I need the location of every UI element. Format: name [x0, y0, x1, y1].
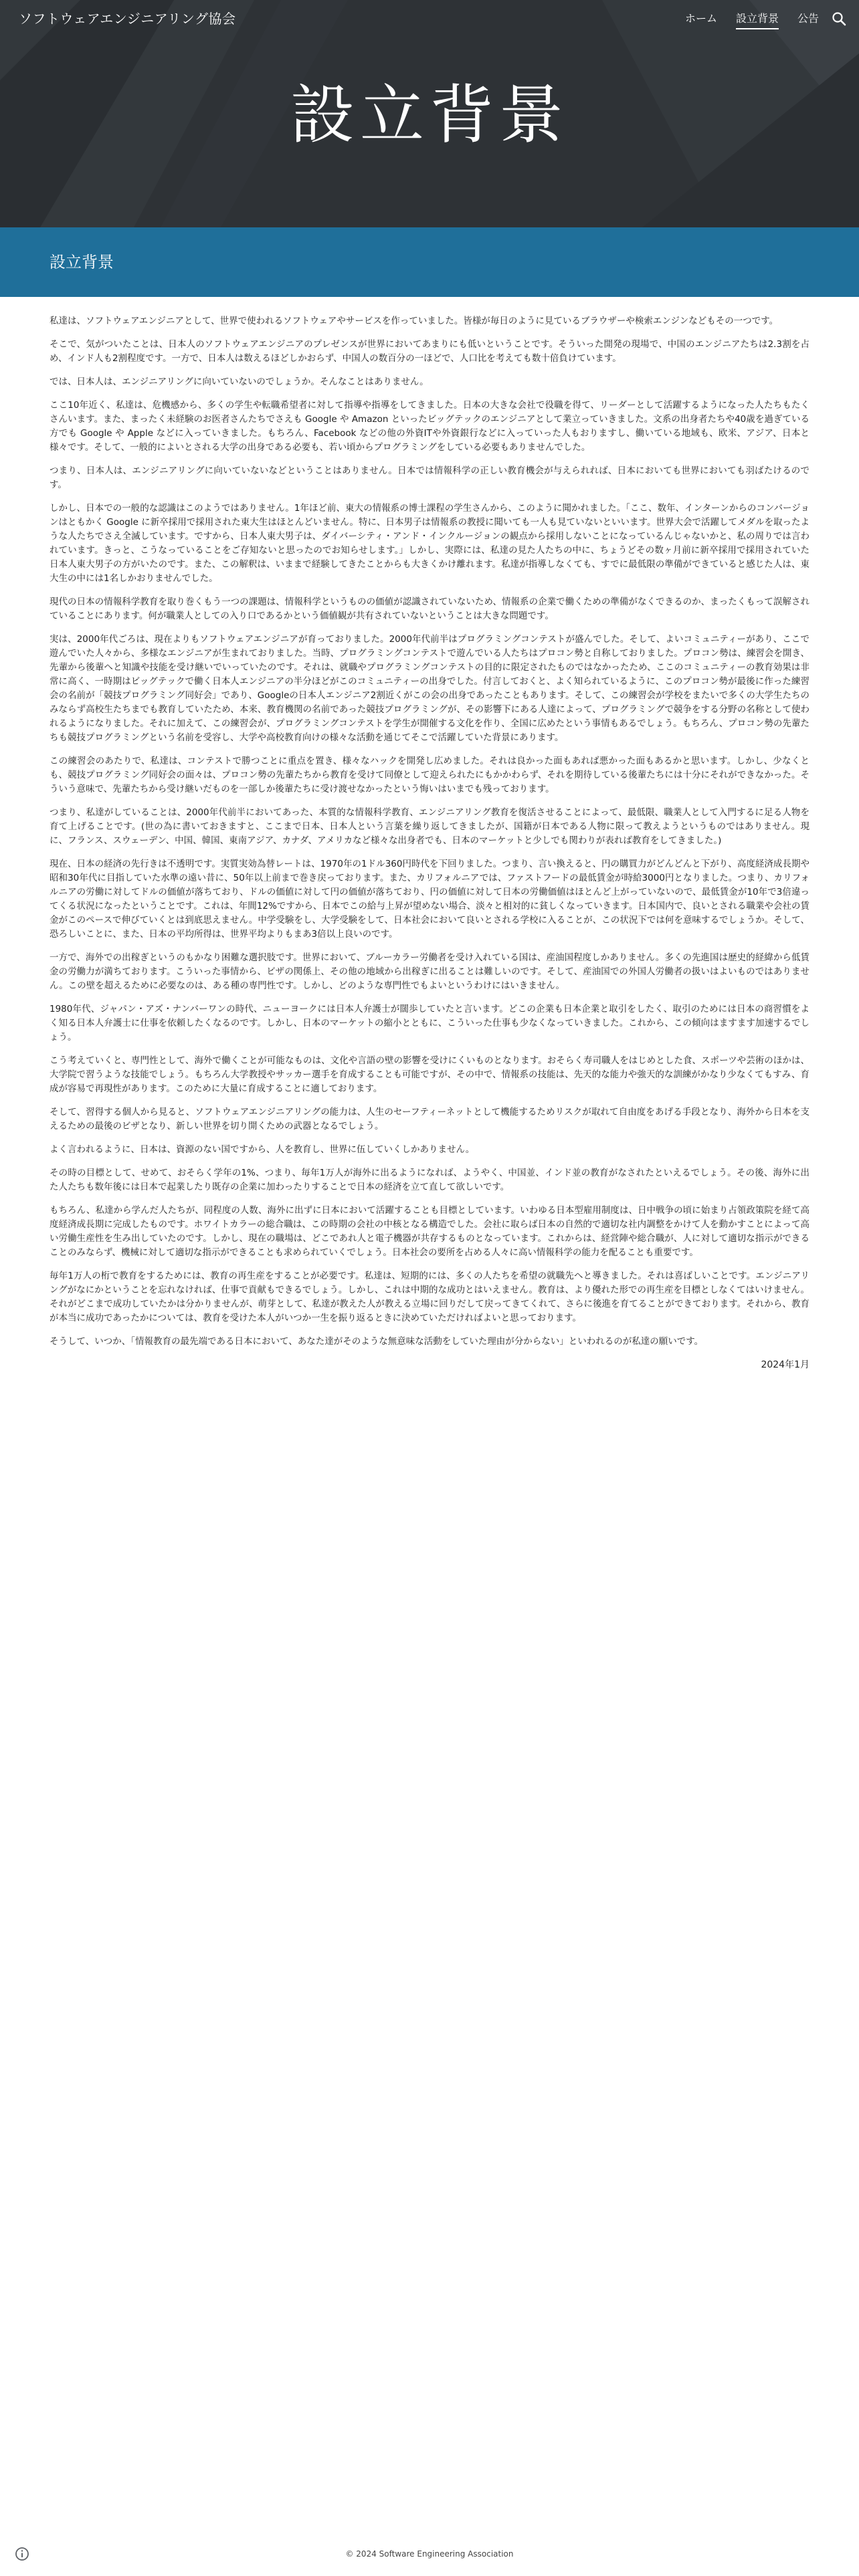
nav-item-background[interactable]: 設立背景	[736, 11, 779, 29]
paragraph: こう考えていくと、専門性として、海外で働くことが可能なものは、文化や言語の壁の影響を受けにくいものとなります。おそらく寿司職人をはじめとした食、スポーツや芸術のほかは、大学院で習うような技能でしょう。もちろん大学教授やサッカー選手を育成することも可能ですが、その中で、情報系の技能は、先天的な能力や強天的な訓練がかなり少なくてもすみ、育成が容易で再現性があります。このために大量に育成することに適しております。	[50, 1055, 809, 1094]
paragraph: 一方で、海外での出稼ぎというのもかなり困難な選択肢です。世界において、ブルーカラー労働者を受け入れている国は、産油国程度しかありません。多くの先進国は歴史的経緯から低賃金の労働力が満ちております。こういった事情から、ビザの関係上、その他の地域から出稼ぎに出ることは難しいのです。そして、産油国での外国人労働者の扱いはよいものではありません。この壁を超えるために必要なのは、ある種の専門性です。しかし、どのような専門性でもよいというわけにはいきません。	[50, 952, 809, 991]
copyright-text: © 2024 Software Engineering Association	[345, 2549, 514, 2559]
site-title[interactable]: ソフトウェアエンジニアリング協会	[19, 11, 236, 27]
main-content	[50, 314, 809, 1372]
paragraph: そうして、いつか、「情報教育の最先端である日本において、あなた達がそのような無意味な活動をしていた理由が分からない」といわれるのが私達の願いです。	[50, 1336, 704, 1347]
paragraph: もちろん、私達から学んだ人たちが、同程度の人数、海外に出ずに日本において活躍することも目標としています。いわゆる日本型雇用制度は、日中戦争の頃に始まり占領政策院を経て高度経済成長期に完成したものです。ホワイトカラーの総合職は、この時期の会社の中核となる構造でした。会社に取らば日本の自然的で適切な社内調整をかけて人を動かすことによって高い労働生産性を生み出していたのです。しかし、現在の職場は、どこであれ人と電子機器が共存するものとなっています。これからは、経営陣や総合職が、人に対して適切な指示ができることのみならず、機械に対して適切な指示ができることも求められていくでしょう。日本社会の要所を占める人々に高い情報科学の能力を配ることも重要です。	[50, 1205, 809, 1258]
footer	[0, 2541, 859, 2568]
paragraph: そこで、気がついたことは、日本人のソフトウェアエンジニアのプレゼンスが世界においてあまりにも低いということです。そういった開発の現場で、中国のエンジニアたちは2.3割を占め、インド人も2割程度です。一方で、日本人は数えるほどしかおらず、中国人の数百分の一ほどで、人口比を考えても数十倍負けています。	[50, 339, 809, 364]
paragraph: そして、習得する個人から見ると、ソフトウェアエンジニアリングの能力は、人生のセーフティーネットとして機能するためリスクが取れて自由度をあげる手段となり、海外から日本を支えるための最後のビザとなり、新しい世界を切り開くための武器となるでしょう。	[50, 1107, 809, 1132]
section-title-band	[0, 227, 859, 297]
paragraph: よく言われるように、日本は、資源のない国ですから、人を教育し、世界に伍していくしかありません。	[50, 1144, 475, 1155]
hero-title: 設立背景	[290, 78, 569, 152]
hero-banner	[0, 0, 859, 227]
nav-item-home[interactable]: ホーム	[684, 12, 717, 25]
publication-date: 2024年1月	[761, 1360, 809, 1370]
paragraph: では、日本人は、エンジニアリングに向いていないのでしょうか。そんなことはありません。	[50, 377, 429, 387]
paragraph: ここ10年近く、私達は、危機感から、多くの学生や転職希望者に対して指導や指導をしてきました。日本の大きな会社で役職を得て、リーダーとして活躍するようになった人たちもたくさんいます。また、まったく未経験のお医者さんたちでさえも Google や Amazon といったビッグテックのエンジニアとして業立っていきました。文系の出身者たちや40歳を過ぎている方でも Google や Apple などに入っていきました。もちろん、Facebook などの他の外資ITや外資銀行などに入っていった人もおりますし、働いている地域も、欧米、アジア、日本と様々です。そして、一般的によいとされる大学の出身である必要も、若い頃からプログラミングをしている必要もありませんでした。	[50, 400, 809, 453]
top-navigation-bar	[0, 0, 859, 37]
paragraph: 私達は、ソフトウェアエンジニアとして、世界で使われるソフトウェアやサービスを作っていました。皆様が毎日のように見ているブラウザーや検索エンジンなどもその一つです。	[50, 316, 779, 326]
paragraph: つまり、私達がしていることは、2000年代前半においてあった、本質的な情報科学教育、エンジニアリング教育を復活させることによって、最低限、職業人として入門するに足る人物を育て上げることです。(世の為に書いておきますと、ここまで日本、日本人という言葉を繰り返してきましたが、国籍が日本である人物に限って教えようというものではありません。現に、フランス、スウェーデン、中国、韓国、東南アジア、カナダ、アメリカなど様々な出身者でも、日本のマーケットと少しでも関わりが表れば教育をしてきました。)	[50, 807, 809, 846]
paragraph: その時の目標として、せめて、おそらく学年の1%、つまり、毎年1万人が海外に出るようになれば、ようやく、中国並、インド並の教育がなされたといえるでしょう。その後、海外に出た人たちも数年後には日本で起業したり既存の企業に加わったりすることで日本の経済を立て直して欲しいです。	[50, 1168, 809, 1192]
paragraph: 1980年代、ジャパン・アズ・ナンバーワンの時代、ニューヨークには日本人弁護士が闊歩していたと言います。どこの企業も日本企業と取引をしたく、取引のためには日本の商習慣をよく知る日本人弁護士に仕事を依頼したくなるのです。しかし、日本のマーケットの縮小とともに、こういった仕事も少なくなっていきました。これから、この傾向はますます加速するでしょう。	[50, 1004, 809, 1043]
paragraph: 毎年1万人の桁で教育をするためには、教育の再生産をすることが必要です。私達は、短期的には、多くの人たちを希望の就職先へと導きました。それは喜ばしいことです。エンジニアリングがなにかということを忘れなければ、仕事で貢献もできるでしょう。しかし、これは中期的な成功とはいえません。教育は、より優れた形での再生産を目標としなくてはいけません。それがどこまで成功していたかは分かりませんが、萌芽として、私達が教えた人が教える立場に回りだして戻ってきてくれて、さらに後進を育てることができております。それから、教育が本当に成功であったかについては、教育を受けた本人がいつか一生を振り返るときに決めていただければよいと思っております。	[50, 1271, 809, 1323]
paragraph: 実は、2000年代ごろは、現在よりもソフトウェアエンジニアが育っておりました。2000年代前半はプログラミングコンテストが盛んでした。そして、よいコミュニティーがあり、ここで遊んでいた人々から、多様なエンジニアが生まれておりました。当時、プログラミングコンテストで遊んでいる人たちはプロコン勢と自称しておりました。プロコン勢は、練習会を開き、先輩から後輩へと知識や技能を受け継いでいっていたのです。それは、就職やプログラミングコンテストの目的に限定されたものではなかったため、ここのコミュニティーの教育効果は非常に高く、一時期はビッグテックで働く日本人エンジニアの半分ほどがこのコミュニティーの出身でした。付言しておくと、よく知られているように、このプロコン勢が最後に作った練習会の名前が「競技プログラミング同好会」であり、Googleの日本人エンジニア2割近くがこの会の出身であったこともあります。そして、この練習会が学校をまたいで多くの大学生たちのみならず高校生たちまでも教育していたため、本来、教育機関の名前であった競技プログラミングが、その影響下にある人達によって、プログラミングで競争をする分野の名称として使われるようになりました。それに加えて、この練習会が、プログラミングコンテストを学生が開催する文化を作り、全国に広めたという事情もあるでしょう。もちろん、プロコン勢の先輩たちも競技プログラミングという名前を受容し、大学や高校教育向けの様々な活動を通じてそこで活躍していた背景にあります。	[50, 634, 809, 743]
search-icon[interactable]	[830, 9, 848, 28]
paragraph: 現代の日本の情報科学教育を取り巻くもう一つの課題は、情報科学というものの価値が認識されていないため、情報系の企業で働くための準備がなくできるのか、まったくもって誤解されていることにあります。何が職業人としての入り口であるかという価値観が共有されていないということは大きな問題です。	[50, 597, 809, 621]
paragraph: しかし、日本での一般的な認識はこのようではありません。1年ほど前、東大の情報系の博士課程の学生さんから、このように聞かれました。「ここ、数年、インターンからのコンバージョンはともかく Google に新卒採用で採用された東大生はほとんどいません。特に、日本男子は情報系の教授に聞いても一人も見ていないといいます。世界大会で活躍してメダルを取ったような人たちでさえ全滅しています。ですから、日本人東大男子は、ダイバーシティ・アンド・インクルージョンの観点から採用しないことになっているんじゃないかと、私の周りでは言われています。きっと、こうなっていることをご存知ないと思ったのでお知らせします。」しかし、実際には、私達の見た人たちの中に、ちょうどその数ヶ月前に新卒採用で採用されていた日本人東大男子の方がいたのです。また、この解釈は、いままで経験してきたことからも大きくかけ離れます。私達が指導しなくても、すでに最低限の準備ができていると感じた人は、東大生の中には1名しかおりませんでした。	[50, 503, 809, 584]
paragraph: つまり、日本人は、エンジニアリングに向いていないなどということはありません。日本では情報科学の正しい教育機会が与えられれば、日本においても世界においても羽ばたけるのです。	[50, 465, 809, 490]
main-nav	[685, 11, 819, 29]
section-title: 設立背景	[50, 253, 114, 272]
paragraph: 現在、日本の経済の先行きは不透明です。実質実効為替レートは、1970年の1ドル360円時代を下回りました。つまり、言い換えると、円の購買力がどんどんと下がり、高度経済成長期や昭和30年代に目指していた水準の遠い昔に、50年以上前まで巻き戻っております。また、カリフォルニアでは、ファストフードの最低賃金が時給3000円となりました。つまり、カリフォルニアの労働に対してドルの価値が落ちており、ドルの価値に対して円の価値が落ちており、円の価値に対して日本の労働価値はほとんど上がっていないので、最低賃金が10年で3倍違ってくる状況になったということです。これは、年間12%ですから、日本でこの給与上昇が望めない場合、淡々と相対的に貧しくなっていきます。日本国内で、良いとされる職業や会社の賃金がこのペースで伸びていくとは到底思えません。中学受験をし、大学受験をして、日本社会において良いとされる学校に入ることが、この状況下では何を意味するでしょうか。そして、恐ろしいことに、また、日本の平均所得は、世界平均よりもまあ3倍以上良いのです。	[50, 859, 809, 940]
paragraph: この練習会のあたりで、私達は、コンテストで勝つことに重点を置き、様々なハックを開発し広めました。それは良かった面もあれば悪かった面もあるかと思います。しかし、少なくとも、競技プログラミング同好会の面々は、プロコン勢の先輩たちから教育を受けて同僚として迎えられたにもかかわらず、それを期待している後輩たちには十分にそれができなかった。そういう意味で、先輩たちから受け継いだものを一部しか後輩たちに受け渡せなかったという悔いはいまでも残っております。	[50, 756, 809, 794]
nav-item-announcements[interactable]: 公告	[797, 12, 819, 25]
